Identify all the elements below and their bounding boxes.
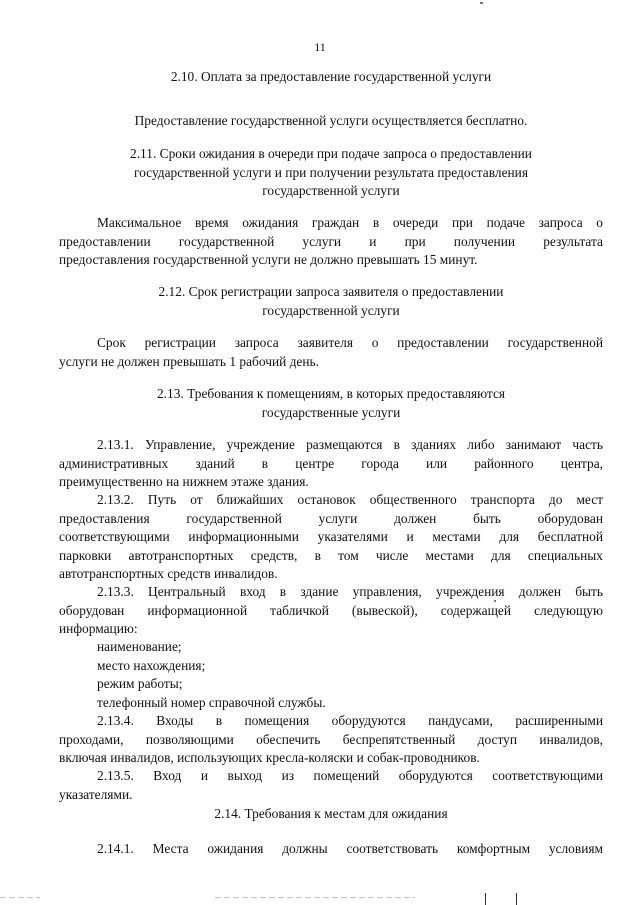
page-number: 11 <box>314 40 326 54</box>
paragraph-2-13-2: 2.13.2. Путь от ближайших остановок общественного транспорта до мест предоставления государственной услуги должен быть оборудован соответствующими информационными указателями и местами для бесплатной парковки автотранспортных средств, в том числе местами для специальных автотранспортных средств инвалидов. <box>59 492 603 581</box>
list-item: наименование; <box>97 639 182 654</box>
section-heading-2-11: 2.11. Сроки ожидания в очереди при подаче запроса о предоставлении государственной услуги и при получении результата предоставления государственной услуги <box>130 146 532 198</box>
scan-line <box>0 897 40 898</box>
info-list <box>59 638 603 712</box>
list-item: место нахождения; <box>97 657 206 673</box>
scan-mark <box>516 893 517 905</box>
section-text-2-14: 2.14.1. Места ожидания должны соответствовать комфортным условиям <box>97 841 603 856</box>
scan-line <box>215 897 415 898</box>
scan-speck <box>480 2 483 4</box>
section-heading-2-14: 2.14. Требования к местам для ожидания <box>214 806 448 821</box>
paragraph-2-13-1: 2.13.1. Управление, учреждение размещаются в зданиях либо занимают часть административных зданий в центре города или районного центра, преимущественно на нижнем этаже здания. <box>59 437 603 489</box>
section-text-2-10: Предоставление государственной услуги осуществляется бесплатно. <box>134 113 528 128</box>
paragraph-2-13-4: 2.13.4. Входы в помещения оборудуются пандусами, расширенными проходами, позволяющими обеспечить беспрепятственный доступ инвалидов, включая инвалидов, использующих кресла-коляски и собак-проводников. <box>59 713 603 765</box>
section-text-2-11: Максимальное время ожидания граждан в очереди при подаче запроса о предоставлении государственной услуги и при получении результата предоставления государственной услуги не должно превышать 15 минут. <box>59 215 603 267</box>
list-item: режим работы; <box>97 676 183 691</box>
list-item: телефонный номер справочной службы. <box>97 694 326 710</box>
section-heading-2-10: 2.10. Оплата за предоставление государственной услуги <box>170 69 492 84</box>
paragraph-2-13-3: 2.13.3. Центральный вход в здание управления, учреждения должен быть оборудован информационной табличкой (вывеской), содержащей следующую информацию: <box>59 584 603 636</box>
scan-speck <box>494 600 496 602</box>
scan-mark <box>485 893 486 905</box>
section-text-2-12: Срок регистрации запроса заявителя о предоставлении государственной услуги не должен превышать 1 рабочий день. <box>59 335 603 369</box>
section-heading-2-13: 2.13. Требования к помещениям, в которых предоставляются государственные услуги <box>156 386 506 420</box>
paragraph-2-13-5: 2.13.5. Вход и выход из помещений оборудуются соответствующими указателями. <box>59 768 603 802</box>
section-heading-2-12: 2.12. Срок регистрации запроса заявителя о предоставлении государственной услуги <box>158 284 504 318</box>
